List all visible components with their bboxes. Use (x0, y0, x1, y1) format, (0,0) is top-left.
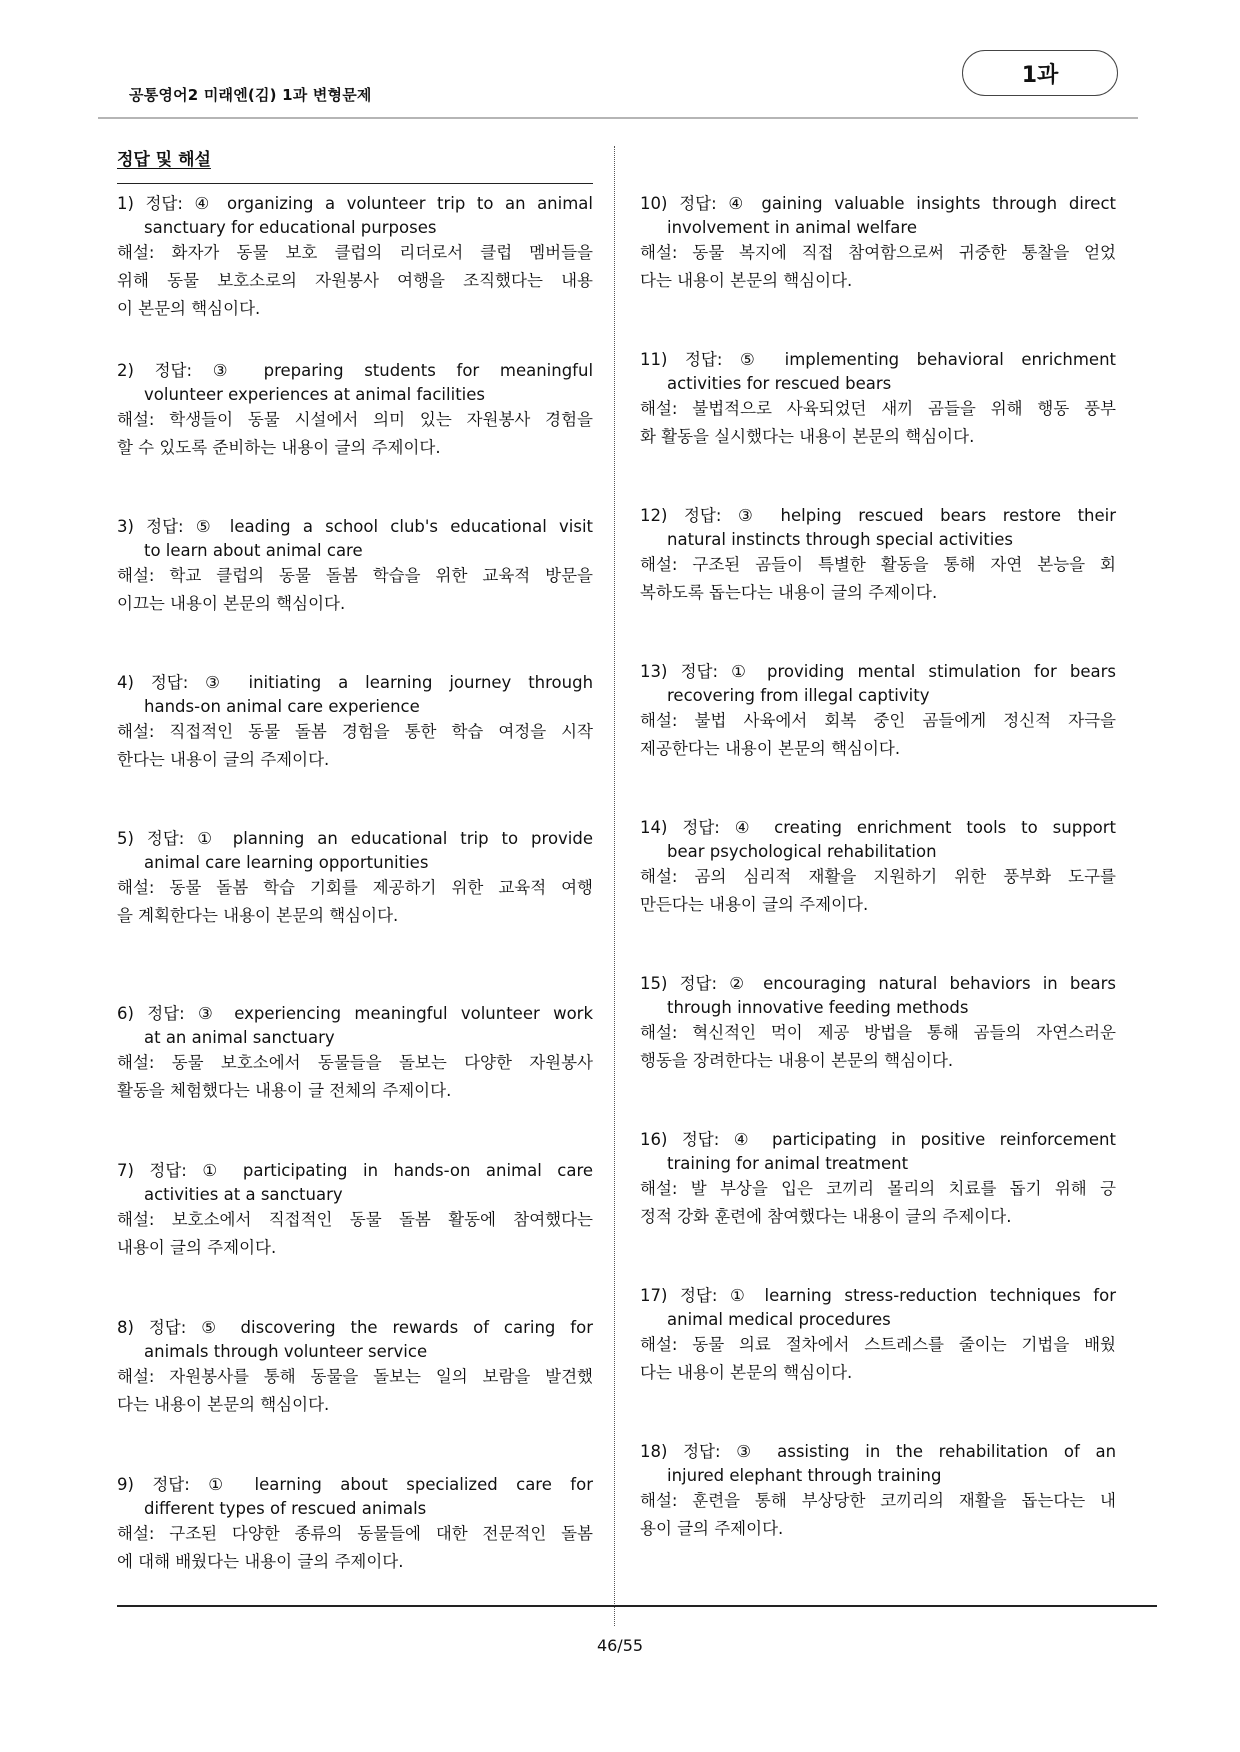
column-divider (614, 146, 615, 1626)
answer-line-continued: activities for rescued bears (667, 374, 892, 393)
answer-line: 10) 정답: ④ gaining valuable insights through direct (640, 194, 1116, 213)
footer-divider (117, 1605, 1157, 1607)
explanation: 해설: 직접적인 동물 돌봄 경험을 통한 학습 여정을 시작 한다는 내용이 글의 주제이다. (117, 722, 593, 769)
answer-line: 6) 정답: ③ experiencing meaningful volunteer work (117, 1004, 594, 1023)
answer-line: 3) 정답: ⑤ leading a school club's educational visit (117, 517, 593, 536)
answer-line-continued: training for animal treatment (667, 1154, 909, 1173)
answer-line: 4) 정답: ③ initiating a learning journey through (117, 673, 594, 692)
explanation: 해설: 곰의 심리적 재활을 지원하기 위한 풍부화 도구를 만든다는 내용이 글의 주제이다. (640, 867, 1116, 914)
answer-line-continued: animal care learning opportunities (144, 853, 429, 872)
explanation: 해설: 구조된 곰들이 특별한 활동을 통해 자연 본능을 회 복하도록 돕는다는 내용이 글의 주제이다. (640, 555, 1116, 602)
answer-line-continued: involvement in animal welfare (667, 218, 917, 237)
answer-line-continued: different types of rescued animals (144, 1499, 427, 1518)
header-divider (98, 117, 1138, 119)
answer-line-continued: hands-on animal care experience (144, 697, 420, 716)
explanation: 해설: 자원봉사를 통해 동물을 돌보는 일의 보람을 발견했 다는 내용이 본문의 핵심이다. (117, 1367, 593, 1414)
answer-line-continued: natural instincts through special activities (667, 530, 1014, 549)
answer-line-continued: volunteer experiences at animal facilities (144, 385, 485, 404)
explanation: 해설: 학생들이 동물 시설에서 의미 있는 자원봉사 경험을 할 수 있도록 준비하는 내용이 글의 주제이다. (117, 410, 593, 457)
answer-line: 7) 정답: ① participating in hands-on animal care (117, 1161, 594, 1180)
answer-item (117, 515, 593, 618)
answer-item (640, 192, 1116, 295)
answer-line: 9) 정답: ① learning about specialized care for (117, 1475, 593, 1494)
answer-line: 16) 정답: ④ participating in positive reinforcement (640, 1130, 1116, 1149)
explanation: 해설: 불법적으로 사육되었던 새끼 곰들을 위해 행동 풍부 화 활동을 실시했다는 내용이 본문의 핵심이다. (640, 399, 1116, 446)
answer-line: 2) 정답: ③ preparing students for meaningful (117, 361, 594, 380)
answer-item (117, 192, 593, 323)
explanation: 해설: 학교 클럽의 동물 돌봄 학습을 위한 교육적 방문을 이끄는 내용이 본문의 핵심이다. (117, 566, 593, 613)
answer-line-continued: activities at a sanctuary (144, 1185, 343, 1204)
answer-item (640, 348, 1116, 451)
explanation: 해설: 훈련을 통해 부상당한 코끼리의 재활을 돕는다는 내 용이 글의 주제이다. (640, 1491, 1116, 1538)
answer-line: 17) 정답: ① learning stress-reduction techniques for (640, 1286, 1116, 1305)
answer-item (640, 504, 1116, 607)
explanation: 해설: 동물 돌봄 학습 기회를 제공하기 위한 교육적 여행 을 계획한다는 내용이 본문의 핵심이다. (117, 878, 593, 925)
answer-item (117, 1473, 593, 1576)
explanation: 해설: 발 부상을 입은 코끼리 몰리의 치료를 돕기 위해 긍 정적 강화 훈련에 참여했다는 내용이 글의 주제이다. (640, 1179, 1116, 1226)
answer-line: 13) 정답: ① providing mental stimulation for bears (640, 662, 1116, 681)
document-header-title: 공통영어2 미래엔(김) 1과 변형문제 (129, 86, 372, 104)
answer-line: 14) 정답: ④ creating enrichment tools to support (640, 818, 1117, 837)
answer-item (640, 1128, 1116, 1231)
answer-line-continued: through innovative feeding methods (667, 998, 969, 1017)
answer-line-continued: bear psychological rehabilitation (667, 842, 937, 861)
answer-item (640, 972, 1116, 1075)
answer-item (640, 816, 1116, 919)
explanation: 해설: 혁신적인 먹이 제공 방법을 통해 곰들의 자연스러운 행동을 장려한다는 내용이 본문의 핵심이다. (640, 1023, 1116, 1070)
answer-item (117, 1159, 593, 1262)
chapter-badge: 1과 (962, 50, 1118, 96)
explanation: 해설: 동물 복지에 직접 참여함으로써 귀중한 통찰을 얻었 다는 내용이 본문의 핵심이다. (640, 243, 1116, 290)
explanation: 해설: 보호소에서 직접적인 동물 돌봄 활동에 참여했다는 내용이 글의 주제이다. (117, 1210, 593, 1257)
answer-line-continued: sanctuary for educational purposes (144, 218, 437, 237)
page-number: 46/55 (596, 1636, 644, 1655)
answer-line: 11) 정답: ⑤ implementing behavioral enrichment (640, 350, 1116, 369)
explanation: 해설: 구조된 다양한 종류의 동물들에 대한 전문적인 돌봄 에 대해 배웠다는 내용이 글의 주제이다. (117, 1524, 593, 1571)
answer-item (640, 660, 1116, 763)
answer-line: 8) 정답: ⑤ discovering the rewards of caring for (117, 1318, 593, 1337)
answer-item (117, 359, 593, 462)
answer-item (640, 1284, 1116, 1387)
answer-line: 1) 정답: ④ organizing a volunteer trip to an animal (117, 194, 593, 213)
answer-item (640, 1440, 1116, 1543)
explanation: 해설: 불법 사육에서 회복 중인 곰들에게 정신적 자극을 제공한다는 내용이 본문의 핵심이다. (640, 711, 1116, 758)
explanation: 해설: 동물 보호소에서 동물들을 돌보는 다양한 자원봉사 활동을 체험했다는 내용이 글 전체의 주제이다. (117, 1053, 593, 1100)
answer-line-continued: animal medical procedures (667, 1310, 891, 1329)
answer-line-continued: animals through volunteer service (144, 1342, 428, 1361)
answer-line-continued: injured elephant through training (667, 1466, 942, 1485)
answer-item (117, 671, 593, 774)
explanation: 해설: 화자가 동물 보호 클럽의 리더로서 클럽 멤버들을 위해 동물 보호소로의 자원봉사 여행을 조직했다는 내용 이 본문의 핵심이다. (117, 243, 593, 318)
answer-item (117, 1316, 593, 1419)
answer-line-continued: to learn about animal care (144, 541, 363, 560)
section-title: 정답 및 해설 (117, 150, 211, 170)
answer-line: 18) 정답: ③ assisting in the rehabilitation of an (640, 1442, 1117, 1461)
explanation: 해설: 동물 의료 절차에서 스트레스를 줄이는 기법을 배웠 다는 내용이 본문의 핵심이다. (640, 1335, 1116, 1382)
answer-line: 5) 정답: ① planning an educational trip to provide (117, 829, 594, 848)
answer-item (117, 1002, 593, 1105)
answer-line-continued: at an animal sanctuary (144, 1028, 335, 1047)
answer-item (117, 827, 593, 930)
answer-line: 12) 정답: ③ helping rescued bears restore their (640, 506, 1117, 525)
section-divider (117, 183, 593, 184)
answer-line-continued: recovering from illegal captivity (667, 686, 930, 705)
answer-line: 15) 정답: ② encouraging natural behaviors in bears (640, 974, 1117, 993)
